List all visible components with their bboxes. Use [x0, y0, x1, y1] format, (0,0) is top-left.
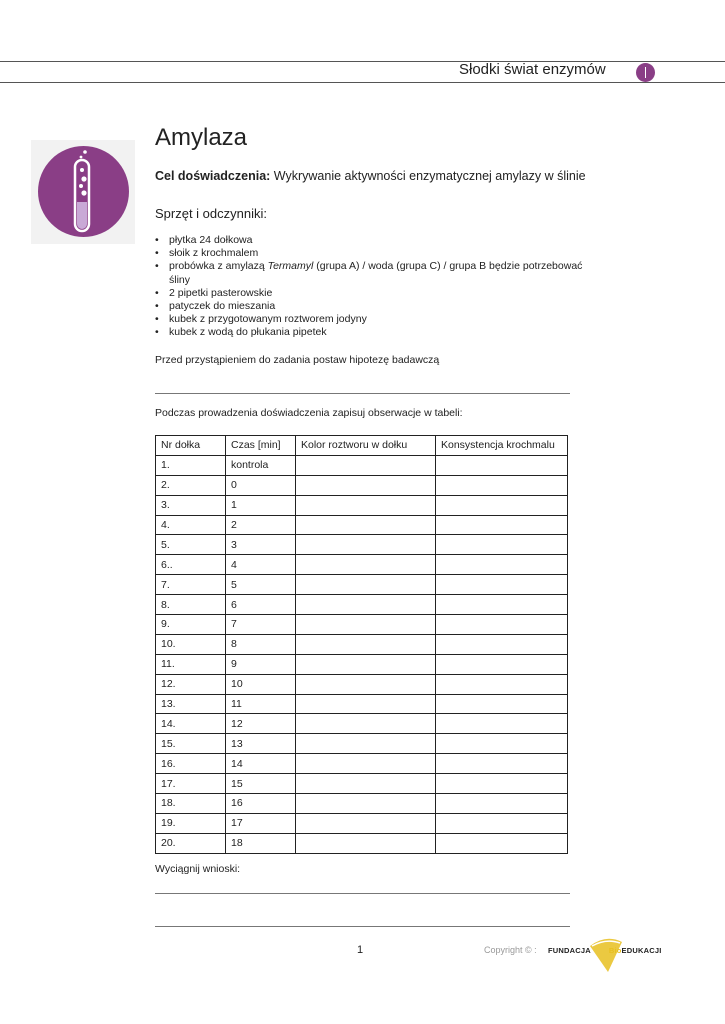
conclusions-answer-line-1[interactable]	[155, 893, 570, 894]
table-row	[156, 813, 568, 833]
cell-consistency[interactable]	[436, 535, 568, 555]
table-row	[156, 734, 568, 754]
page-number: 1	[357, 944, 364, 956]
cell-time: 5	[226, 575, 296, 595]
cell-well-no: 4.	[156, 515, 226, 535]
cell-well-no: 5.	[156, 535, 226, 555]
table-row	[156, 495, 568, 515]
table-row	[156, 754, 568, 774]
table-row	[156, 615, 568, 635]
cell-color[interactable]	[296, 794, 436, 814]
cell-consistency[interactable]	[436, 634, 568, 654]
cell-time: 4	[226, 555, 296, 575]
cell-well-no: 12.	[156, 674, 226, 694]
cell-time: 15	[226, 774, 296, 794]
copyright-text: Copyright © :	[484, 945, 537, 955]
cell-consistency[interactable]	[436, 555, 568, 575]
cell-well-no: 17.	[156, 774, 226, 794]
list-item: • płytka 24 dołkowa	[155, 234, 585, 247]
cell-color[interactable]	[296, 694, 436, 714]
table-header-row	[156, 436, 568, 456]
cell-consistency[interactable]	[436, 714, 568, 734]
header-rule-top	[0, 61, 725, 62]
cell-color[interactable]	[296, 455, 436, 475]
cell-well-no: 19.	[156, 813, 226, 833]
experiment-goal	[155, 169, 586, 183]
cell-time: 6	[226, 595, 296, 615]
column-header-well-no: Nr dołka	[156, 436, 226, 456]
test-tube-logo-icon	[38, 146, 129, 237]
cell-well-no: 14.	[156, 714, 226, 734]
cell-time: 12	[226, 714, 296, 734]
cell-time: 9	[226, 654, 296, 674]
table-row	[156, 654, 568, 674]
column-header-time: Czas [min]	[226, 436, 296, 456]
table-row	[156, 595, 568, 615]
cell-time: 7	[226, 615, 296, 635]
cell-color[interactable]	[296, 515, 436, 535]
table-row	[156, 694, 568, 714]
cell-color[interactable]	[296, 495, 436, 515]
goal-label: Cel doświadczenia:	[155, 169, 271, 183]
cell-consistency[interactable]	[436, 495, 568, 515]
cell-color[interactable]	[296, 714, 436, 734]
cell-time: 13	[226, 734, 296, 754]
cell-color[interactable]	[296, 475, 436, 495]
cell-consistency[interactable]	[436, 575, 568, 595]
cell-color[interactable]	[296, 833, 436, 853]
table-row	[156, 475, 568, 495]
observation-prompt: Podczas prowadzenia doświadczenia zapisuj obserwacje w tabeli:	[155, 407, 463, 419]
hypothesis-answer-line[interactable]	[155, 393, 570, 394]
list-item: • kubek z przygotowanym roztworem jodyny	[155, 313, 585, 326]
cell-well-no: 8.	[156, 595, 226, 615]
cell-consistency[interactable]	[436, 654, 568, 674]
cell-color[interactable]	[296, 575, 436, 595]
cell-color[interactable]	[296, 535, 436, 555]
header-rule-bottom	[0, 82, 725, 83]
header-badge-icon	[636, 63, 655, 82]
cell-consistency[interactable]	[436, 794, 568, 814]
cell-well-no: 15.	[156, 734, 226, 754]
cell-color[interactable]	[296, 674, 436, 694]
cell-color[interactable]	[296, 595, 436, 615]
cell-well-no: 2.	[156, 475, 226, 495]
cell-well-no: 1.	[156, 455, 226, 475]
cell-color[interactable]	[296, 555, 436, 575]
list-item: • kubek z wodą do płukania pipetek	[155, 326, 585, 339]
column-header-color: Kolor roztworu w dołku	[296, 436, 436, 456]
cell-well-no: 7.	[156, 575, 226, 595]
cell-time: 18	[226, 833, 296, 853]
table-row	[156, 674, 568, 694]
table-row	[156, 575, 568, 595]
cell-consistency[interactable]	[436, 595, 568, 615]
cell-consistency[interactable]	[436, 615, 568, 635]
table-row	[156, 555, 568, 575]
cell-consistency[interactable]	[436, 754, 568, 774]
table-row	[156, 634, 568, 654]
cell-color[interactable]	[296, 754, 436, 774]
hypothesis-prompt: Przed przystąpieniem do zadania postaw hipotezę badawczą	[155, 354, 440, 366]
cell-well-no: 9.	[156, 615, 226, 635]
cell-time: 0	[226, 475, 296, 495]
cell-time: 1	[226, 495, 296, 515]
list-item: • patyczek do mieszania	[155, 300, 585, 313]
header-title: Słodki świat enzymów	[459, 61, 606, 78]
equipment-heading: Sprzęt i odczynniki:	[155, 206, 267, 221]
cell-consistency[interactable]	[436, 475, 568, 495]
cell-well-no: 20.	[156, 833, 226, 853]
cell-well-no: 16.	[156, 754, 226, 774]
cell-well-no: 11.	[156, 654, 226, 674]
table-row	[156, 535, 568, 555]
cell-time: kontrola	[226, 455, 296, 475]
foundation-logo: FUNDACJA BioEDUKACJI	[548, 946, 662, 955]
conclusions-prompt: Wyciągnij wnioski:	[155, 863, 241, 875]
conclusions-answer-line-2[interactable]	[155, 926, 570, 927]
cell-color[interactable]	[296, 774, 436, 794]
page-title: Amylaza	[155, 124, 248, 151]
observation-table	[155, 435, 568, 854]
cell-time: 14	[226, 754, 296, 774]
cell-well-no: 6..	[156, 555, 226, 575]
goal-text: Wykrywanie aktywności enzymatycznej amylazy w ślinie	[270, 169, 586, 183]
cell-consistency[interactable]	[436, 833, 568, 853]
cell-consistency[interactable]	[436, 455, 568, 475]
cell-time: 16	[226, 794, 296, 814]
table-row	[156, 833, 568, 853]
table-row	[156, 714, 568, 734]
cell-time: 10	[226, 674, 296, 694]
column-header-consistency: Konsystencja krochmalu	[436, 436, 568, 456]
cell-consistency[interactable]	[436, 674, 568, 694]
cell-well-no: 13.	[156, 694, 226, 714]
cell-time: 2	[226, 515, 296, 535]
cell-color[interactable]	[296, 615, 436, 635]
cell-consistency[interactable]	[436, 515, 568, 535]
cell-well-no: 10.	[156, 634, 226, 654]
cell-well-no: 3.	[156, 495, 226, 515]
cell-time: 17	[226, 813, 296, 833]
cell-consistency[interactable]	[436, 734, 568, 754]
cell-color[interactable]	[296, 734, 436, 754]
cell-time: 11	[226, 694, 296, 714]
cell-color[interactable]	[296, 813, 436, 833]
cell-color[interactable]	[296, 634, 436, 654]
cell-consistency[interactable]	[436, 813, 568, 833]
cell-time: 8	[226, 634, 296, 654]
cell-well-no: 18.	[156, 794, 226, 814]
cell-consistency[interactable]	[436, 694, 568, 714]
list-item: • 2 pipetki pasterowskie	[155, 287, 585, 300]
table-row	[156, 794, 568, 814]
table-row	[156, 455, 568, 475]
cell-consistency[interactable]	[436, 774, 568, 794]
table-row	[156, 774, 568, 794]
list-item: • probówka z amylazą Termamyl (grupa A) / woda (grupa C) / grupa B będzie potrzebować śliny	[155, 260, 585, 286]
table-row	[156, 515, 568, 535]
cell-color[interactable]	[296, 654, 436, 674]
list-item: • słoik z krochmalem	[155, 247, 585, 260]
equipment-list	[155, 234, 585, 340]
cell-time: 3	[226, 535, 296, 555]
